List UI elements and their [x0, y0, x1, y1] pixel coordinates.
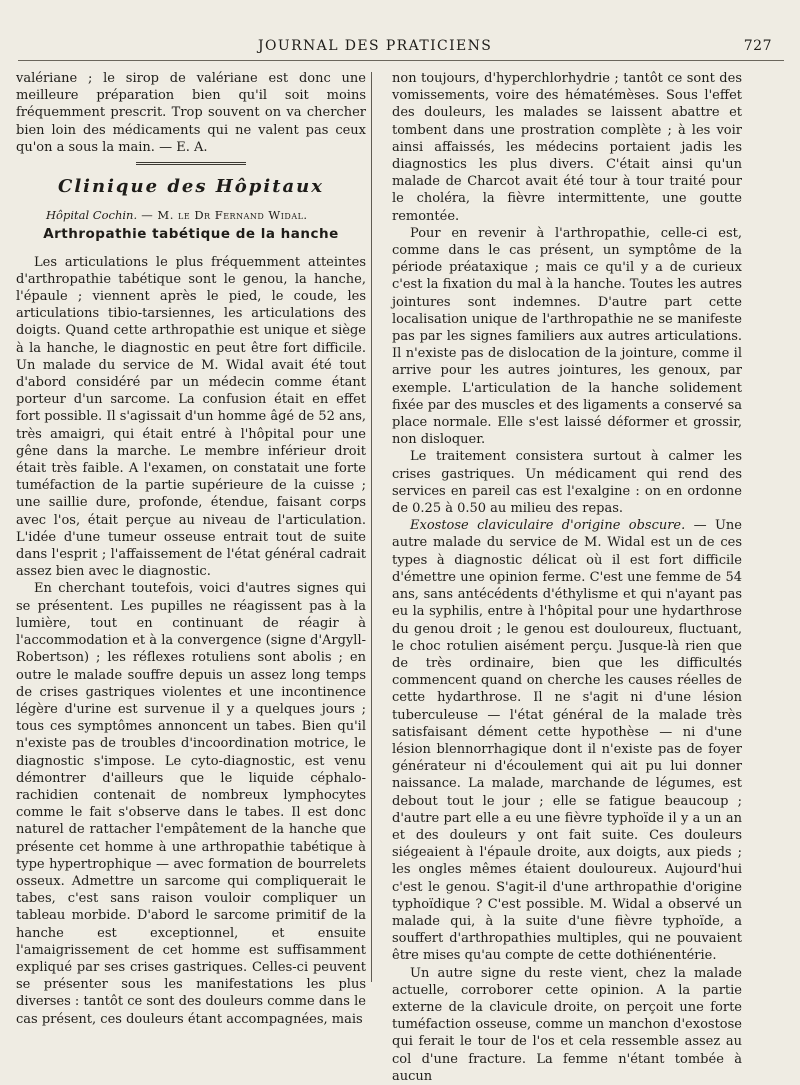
journal-title: JOURNAL DES PRATICIENS — [258, 38, 493, 54]
section-separator — [136, 162, 246, 168]
exostose-heading: Exostose claviculaire d'origine obscure. — [410, 518, 686, 534]
byline-hospital: Hôpital Cochin. — [46, 208, 138, 223]
column-divider — [371, 72, 372, 982]
article-byline — [16, 207, 366, 224]
paragraph: Les articulations le plus fréquemment atteintes d'arthropathie tabétique sont le genou, la hanche, l'épaule ; viennent après le pied, le coude, les articulations tibio-tarsiennes, les articulations des doigts. Quand cette arthropathie est unique et siège à la hanche, le diagnostic en peut être fort difficile. Un malade du service de M. Widal avait été tout d'abord considéré par un médecin comme étant porteur d'un sarcome. La confusion était en effet fort possible. Il s'agissait d'un homme âgé de 52 ans, très amaigri, qui était entré à l'hôpital pour une gêne dans la marche. Le membre inférieur droit était très faible. A l'examen, on constatait une forte tuméfaction de la partie supérieure de la cuisse ; une saillie dure, profonde, étendue, faisant corps avec l'os, était perçue au niveau de l'articulation. L'idée d'une tumeur osseuse entrait tout de suite dans l'esprit ; l'affaissement de l'état général cadrait assez bien avec le diagnostic. — [16, 254, 366, 580]
paragraph: Pour en revenir à l'arthropathie, celle-ci est, comme dans le cas présent, un symptôme de la période préataxique ; mais ce qu'il y a de curieux c'est la fixation du mal à la hanche. Toutes les autres jointures sont indemnes. D'autre part cette localisation unique de l'arthropathie ne se manifeste pas par les signes familiers aux autres articulations. Il n'existe pas de dislocation de la jointure, comme il arrive pour les autres jointures, les genoux, par exemple. L'articulation de la hanche solidement fixée par des muscles et des ligaments a conservé sa place normale. Elle s'est laissé déformer et grossir, non disloquer. — [392, 225, 742, 448]
running-header — [18, 36, 784, 61]
byline-author: — M. le Dr Fernand Widal. — [137, 208, 308, 223]
right-column — [392, 70, 742, 1085]
paragraph: Un autre signe du reste vient, chez la malade actuelle, corroborer cette opinion. A la partie externe de la clavicule droite, on perçoit une forte tuméfaction osseuse, comme un manchon d'exostose qui ferait le tour de l'os et cela ressemble assez au col d'une fracture. La femme n'étant tombée à aucun — [392, 965, 742, 1084]
exostose-paragraph — [392, 517, 742, 964]
paragraph: non toujours, d'hyperchlorhydrie ; tantôt ce sont des vomissements, voire des hématémèses. Sous l'effet des douleurs, les malades se laissent abattre et tombent dans une prostration complète ; à les voir ainsi affaissés, les médecins portaient jadis les diagnostics les plus divers. C'était ainsi qu'un malade de Charcot avait été tour à tour traité pour le choléra, la fièvre intermittente, une goutte remontée. — [392, 71, 742, 224]
paragraph: Le traitement consistera surtout à calmer les crises gastriques. Un médicament qui rend des services en pareil cas est l'exalgine : on en ordonne de 0.25 à 0.50 au milieu des repas. — [392, 449, 742, 517]
section-title: Clinique des Hôpitaux — [58, 176, 324, 198]
page-number: 727 — [743, 38, 772, 54]
paragraph: En cherchant toutefois, voici d'autres signes qui se présentent. Les pupilles ne réagissent pas à la lumière, tout en continuant de réagir à l'accommodation et à la convergence (signe d'Argyll-Robertson) ; les réflexes rotuliens sont abolis ; en outre le malade souffre depuis un assez long temps de crises gastriques violentes et une incontinence légère d'urine est survenue il y a quelques jours ; tous ces symptômes annoncent un tabes. Bien qu'il n'existe pas de troubles d'incoordination motrice, le diagnostic s'impose. Le cyto-diagnostic, est venu démontrer d'ailleurs que le liquide céphalo-rachidien contenait de nombreux lymphocytes comme le fait s'observe dans le tabes. Il est donc naturel de rattacher l'empâtement de la hanche que présente cet homme à une arthropathie tabétique à type hypertrophique — avec formation de bourrelets osseux. Admettre un sarcome qui compliquerait le tabes, c'est sans raison vouloir compliquer un tableau morbide. D'abord le sarcome primitif de la hanche est exceptionnel, et ensuite l'amaigrissement de cet homme est suffisamment expliqué par ses crises gastriques. Celles-ci peuvent se présenter sous les manifestations les plus diverses : tantôt ce sont des douleurs comme dans le cas présent, ces douleurs étant accompagnées, mais — [16, 581, 366, 1027]
left-column — [16, 70, 366, 1028]
exostose-text: — Une autre malade du service de M. Widal est un de ces types à diagnostic délicat où il est fort difficile d'émettre une opinion ferme. C'est une femme de 54 ans, sans antécédents d'éthylisme et qui n'ayant pas eu la syphilis, entre à l'hôpital pour une hydarthrose du genou droit ; le genou est douloureux, fluctuant, le choc rotulien aisément perçu. Jusque-là rien que de très ordinaire, bien que les difficultés commencent quand on cherche les causes réelles de cette hydarthrose. Il ne s'agit ni d'une lésion tuberculeuse — l'état général de la malade très satisfaisant dément cette hypothèse — ni d'une lésion blennorrhagique dont il n'existe pas de foyer générateur ni d'écoulement qui ait pu lui donner naissance. La malade, marchande de légumes, est debout tout le jour ; elle se fatigue beaucoup ; d'autre part elle a eu une fièvre typhoïde il y a un an et des douleurs y ont fait suite. Ces douleurs siégeaient à l'épaule droite, aux doigts, aux pieds ; les ongles mêmes étaient douloureux. Aujourd'hui c'est le genou. S'agit-il d'une arthropathie d'origine typhoïdique ? C'est possible. M. Widal a observé un malade qui, à la suite d'une fièvre typhoïde, a souffert d'arthropathies multiples, qui ne pouvaient être mises qu'au compte de cette dothiénentérie. — [392, 518, 742, 964]
article-title: Arthropathie tabétique de la hanche — [43, 226, 339, 243]
previous-article-end: valériane ; le sirop de valériane est donc une meilleure préparation bien qu'il soit moins fréquemment prescrit. Trop souvent on va chercher bien loin des médicaments qui ne valent pas ceux qu'on a sous la main. — E. A. — [16, 71, 366, 155]
